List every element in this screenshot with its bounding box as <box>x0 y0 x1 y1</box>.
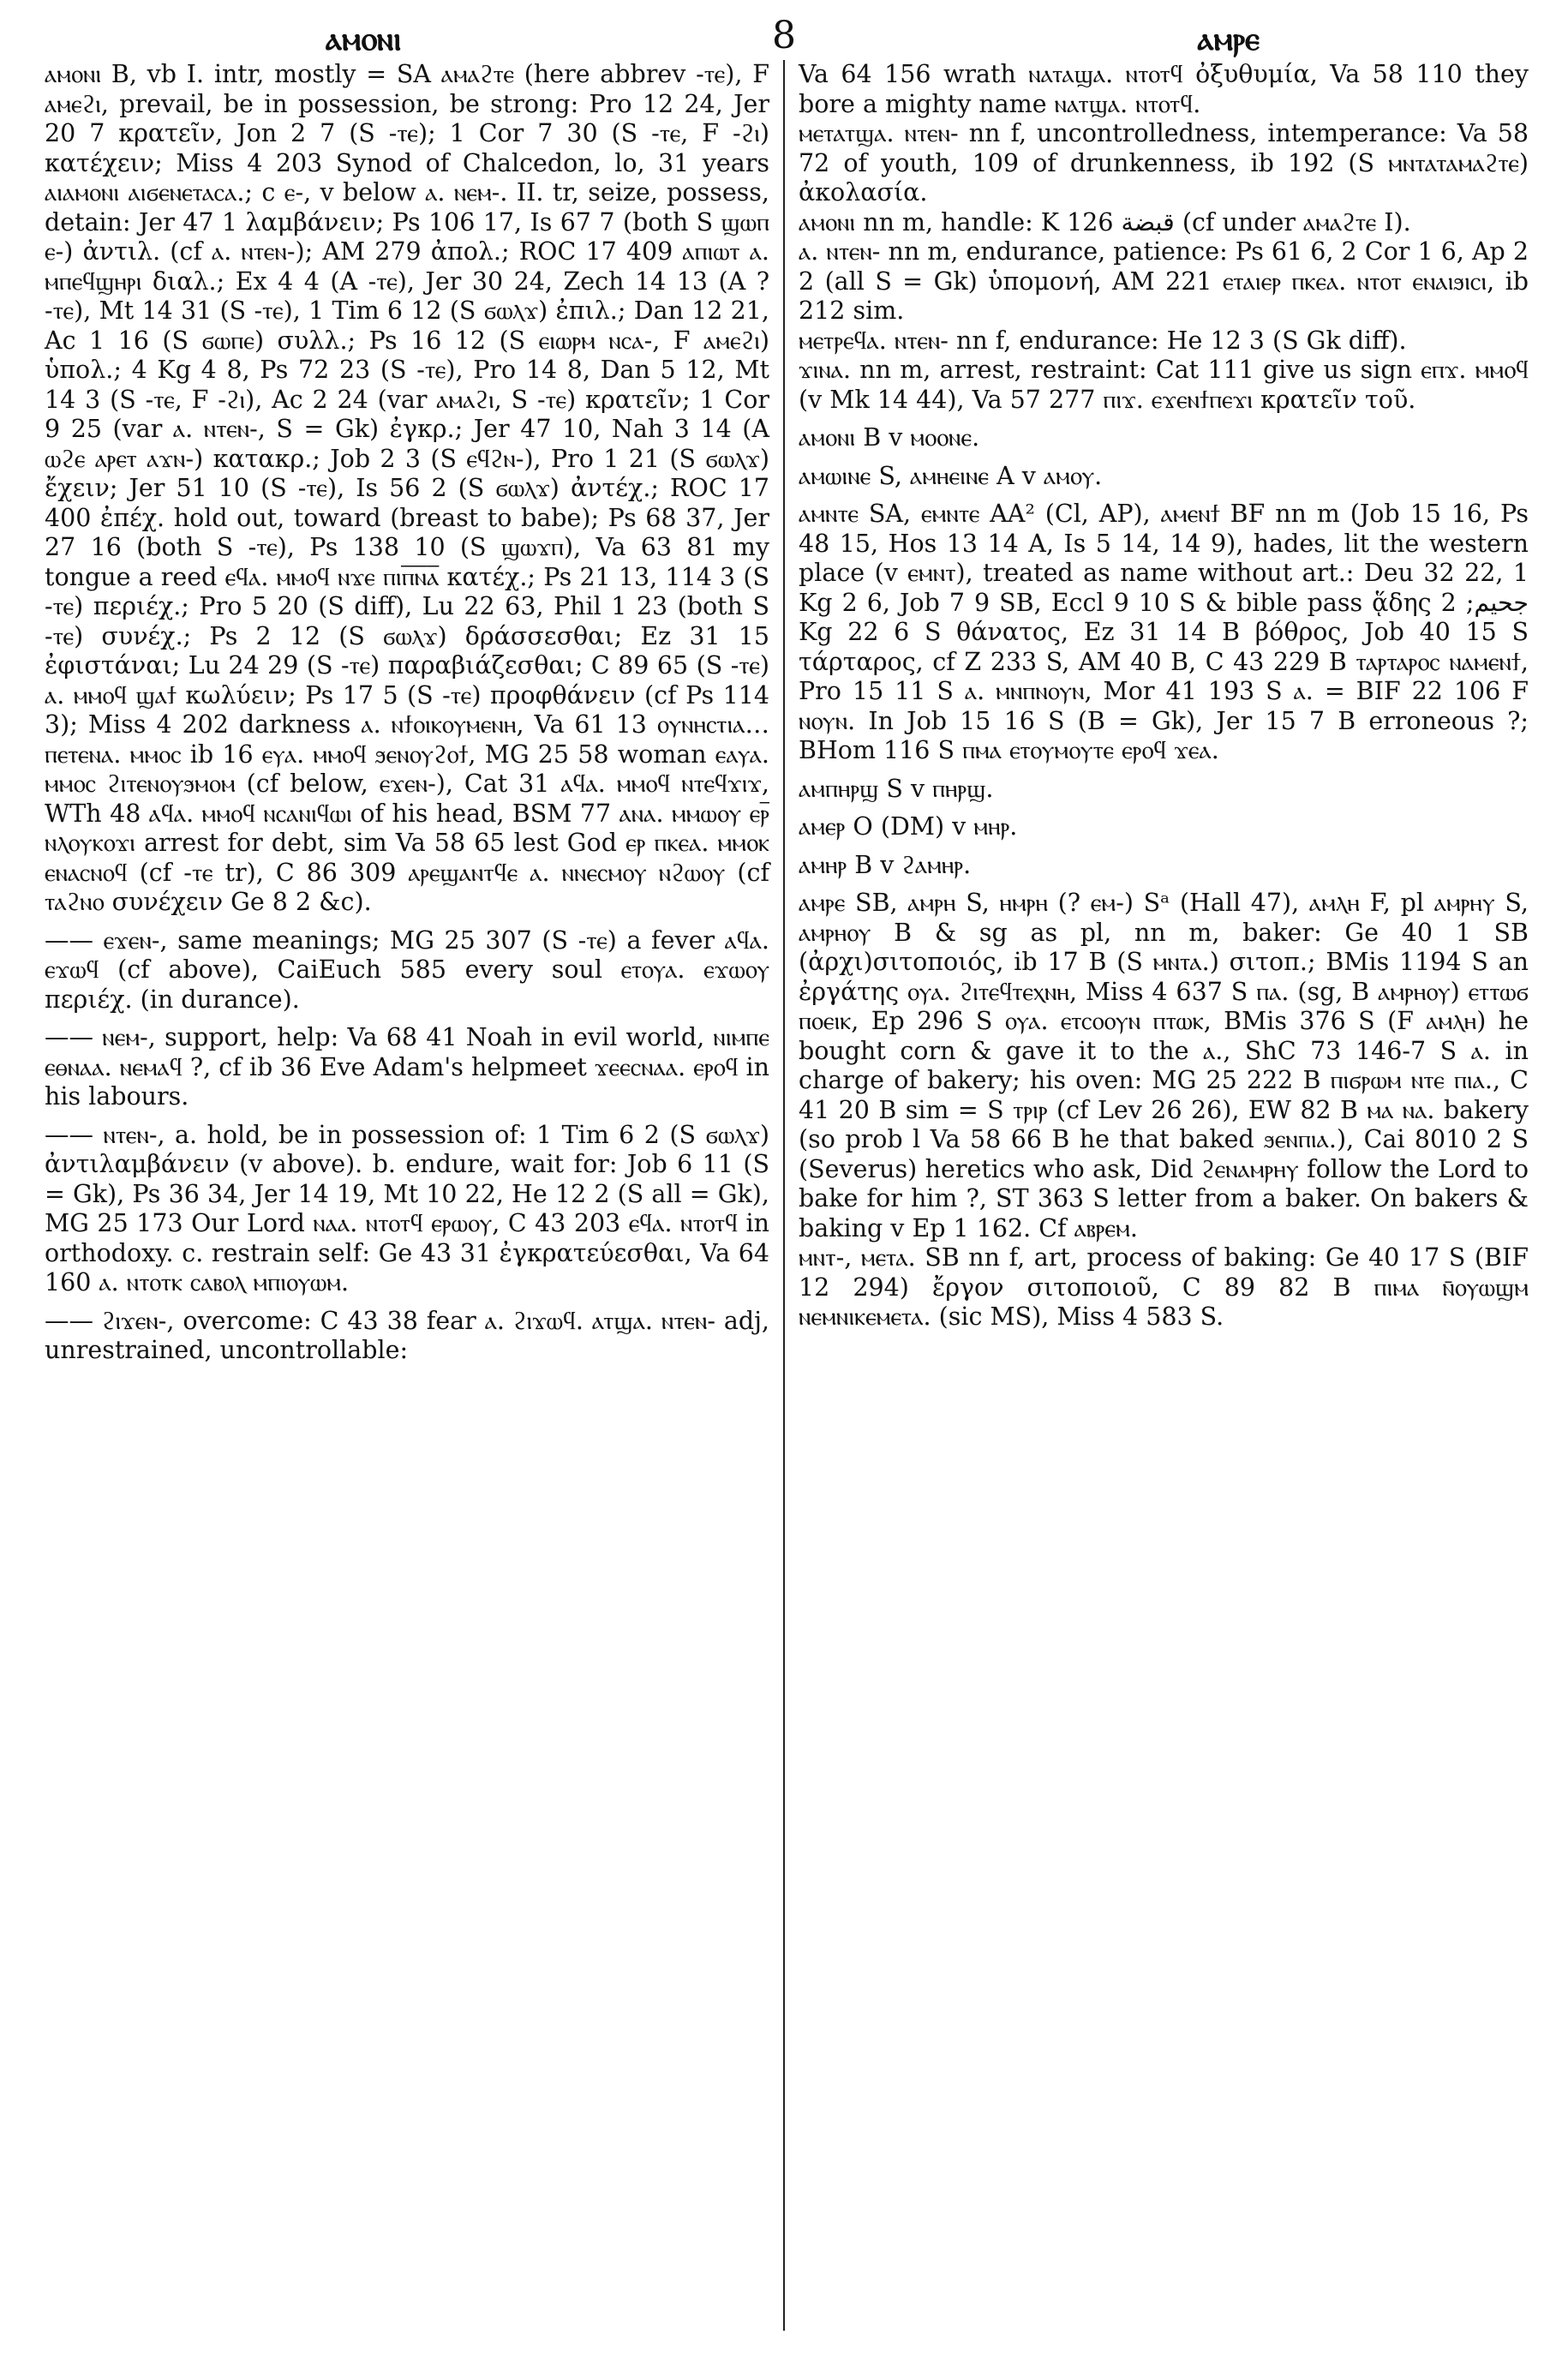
entry-metatsha: ⲙⲉⲧⲁⲧϣⲁ. ⲛⲧⲉⲛ- nn f, uncontrolledness, intemperance: Va 58 72 of youth, 109 of drunkenness, ib 192 (S ⲙⲛⲧⲁⲧⲁⲙⲁϩⲧⲉ) ἀκολασία. <box>799 119 1529 207</box>
entry-amer-b: ⲁⲙⲏⲣ B v ϩⲁⲙⲏⲣ. <box>799 850 972 879</box>
entry-atsha-cont: Va 64 156 wrath ⲛⲁⲧⲁϣⲁ. ⲛⲧⲟⲧϥ ὀξυθυμία, Va 58 110 they bore a mighty name ⲛⲁⲧϣⲁ. ⲛⲧⲟⲧϥ. <box>799 60 1529 118</box>
entry-mnt-meta: ⲙⲛⲧ-, ⲙⲉⲧⲁ. SB nn f, art, process of baking: Ge 40 17 S (BIF 12 294) ἔργον σιτοποιοῦ, C 89 82 B ⲡⲓⲙⲁ ⲛ̄ⲟⲩⲱϣⲙ ⲛⲉⲙⲛⲓⲕⲉⲙⲉⲧⲁ. (sic MS), Miss 4 583 S. <box>799 1243 1529 1331</box>
subentry-amoni-hijen: —— ϩⲓϫⲉⲛ-, overcome: C 43 38 fear ⲁ. ϩⲓϫⲱϥ. ⲁⲧϣⲁ. ⲛⲧⲉⲛ- adj, unrestrained, uncontrollable: <box>45 1306 769 1364</box>
subentry-amoni-ejen: —— ⲉϫⲉⲛ-, same meanings; MG 25 307 (S -ⲧⲉ) a fever ⲁϥⲁ. ⲉϫⲱϥ (cf above), CaiEuch 585 every soul ⲉⲧⲟⲩⲁ. ⲉϫⲱⲟⲩ περιέχ. (in durance). <box>45 925 769 1014</box>
running-head-right: ⲁⲙⲣⲉ <box>1197 19 1260 57</box>
left-column <box>45 60 769 1366</box>
entry-amoni-nn: ⲁⲙⲟⲛⲓ nn m, handle: K 126 قبضة (cf under ⲁⲙⲁϩⲧⲉ I). <box>799 207 1411 236</box>
entry-jina: ϫⲓⲛⲁ. nn m, arrest, restraint: Cat 111 give us sign ⲉⲡϫ. ⲙⲙⲟϥ (v Mk 14 44), Va 57 277 ⲡⲓϫ. ⲉϫⲉⲛϯⲡⲉϫⲓ κρατεῖν τοῦ. <box>799 356 1529 414</box>
entry-amoine: ⲁⲙⲱⲓⲛⲉ S, ⲁⲙⲏⲉⲓⲛⲉ A v ⲁⲙⲟⲩ. <box>799 461 1103 490</box>
entry-amperesh: ⲁⲙⲡⲏⲣϣ S v ⲡⲏⲣϣ. <box>799 774 994 803</box>
subentry-amoni-nem: —— ⲛⲉⲙ-, support, help: Va 68 41 Noah in evil world, ⲛⲓⲙⲡⲉ ⲉⲑⲛⲁⲁ. ⲛⲉⲙⲁϥ ?, cf ib 36 Eve Adam's helpmeet ϫⲉⲉⲥⲛⲁⲁ. ⲉⲣⲟϥ in his labours. <box>45 1023 769 1111</box>
page-number: 8 <box>772 14 796 57</box>
entry-amre: ⲁⲙⲣⲉ SB, ⲁⲙⲣⲏ S, ⲏⲙⲣⲏ (? ⲉⲙ-) Sᵃ (Hall 47), ⲁⲙⲗⲏ F, pl ⲁⲙⲣⲏⲩ S, ⲁⲙⲣⲏⲟⲩ B & sg as pl, nn m, baker: Ge 40 1 SB (ἀρχι)σιτοποιός, ib 17 B (S ⲙⲛⲧⲁ.) σιτοπ.; BMis 1194 S an ἐργάτης ⲟⲩⲁ. ϩⲓⲧⲉϥⲧⲉⲭⲛⲏ, Miss 4 637 S ⲡⲁ. (sg, B ⲁⲙⲣⲏⲟⲩ) ⲉⲧⲧⲱϭ ⲡⲟⲉⲓⲕ, Ep 296 S ⲟⲩⲁ. ⲉⲧⲥⲟⲟⲩⲛ ⲡⲧⲱⲕ, BMis 376 S (F ⲁⲙⲗⲏ) he bought corn & gave it to the ⲁ., ShC 73 146-7 S ⲁ. in charge of bakery; his oven: MG 25 222 B ⲡⲓϭⲣⲱⲙ ⲛⲧⲉ ⲡⲓⲁ., C 41 20 B sim = S ⲧⲣⲓⲣ (cf Lev 26 26), EW 82 B ⲙⲁ ⲛⲁ. bakery (so prob l Va 58 66 B he that baked ϧⲉⲛⲡⲓⲁ.), Cai 8010 2 S (Severus) heretics who ask, Did ϩⲉⲛⲁⲙⲣⲏⲩ follow the Lord to bake for him ?, ST 363 S letter from a baker. On bakers & baking v Ep 1 162. Cf ⲁⲃⲣⲉⲙ. <box>799 889 1529 1242</box>
entry-metrefa: ⲙⲉⲧⲣⲉϥⲁ. ⲛⲧⲉⲛ- nn f, endurance: He 12 3 (S Gk diff). <box>799 326 1407 355</box>
subentry-amoni-nten: —— ⲛⲧⲉⲛ-, a. hold, be in possession of: 1 Tim 6 2 (S ϭⲱⲗϫ) ἀντιλαμβάνειν (v above). b. endure, wait for: Job 6 11 (S = Gk), Ps 36 34, Jer 14 19, Mt 10 22, He 12 2 (S all = Gk), MG 25 173 Our Lord ⲛⲁⲁ. ⲛⲧⲟⲧϥ ⲉⲣⲱⲟⲩ, C 43 203 ⲉϥⲁ. ⲛⲧⲟⲧϥ in orthodoxy. c. restrain self: Ge 43 31 ἐγκρατεύεσθαι, Va 64 160 ⲁ. ⲛⲧⲟⲧⲕ ⲥⲁⲃⲟⲗ ⲙⲡⲓⲟⲩⲱⲙ. <box>45 1120 769 1296</box>
entry-amnte: ⲁⲙⲛⲧⲉ SA, ⲉⲙⲛⲧⲉ AA² (Cl, AP), ⲁⲙⲉⲛϯ BF nn m (Job 15 16, Ps 48 15, Hos 13 14 A, Is 5 14, 14 9), hades, lit the western place (v ⲉⲙⲛⲧ), treated as name without art.: Deu 32 22, 1 Kg 2 6, Job 7 9 SB, Eccl 9 10 S & bible pass ᾅδης ﺟﺤﻴﻢ; 2 Kg 22 6 S θάνατος, Ez 31 14 B βόθρος, Job 40 15 S τάρταρος, cf Z 233 S, AM 40 B, C 43 229 B ⲧⲁⲣⲧⲁⲣⲟⲥ ⲛⲁⲙⲉⲛϯ, Pro 15 11 S ⲁ. ⲙⲛⲡⲛⲟⲩⲛ, Mor 41 193 S ⲁ. = BIF 22 106 F ⲛⲟⲩⲛ. In Job 15 16 S (B = Gk), Jer 15 7 B erroneous ?; BHom 116 S ⲡⲙⲁ ⲉⲧⲟⲩⲙⲟⲩⲧⲉ ⲉⲣⲟϥ ϫⲉⲁ. <box>799 500 1529 764</box>
right-column <box>799 60 1529 1332</box>
entry-amer: ⲁⲙⲉⲣ O (DM) v ⲙⲏⲣ. <box>799 812 1018 841</box>
running-head-left: ⲁⲙⲟⲛⲓ <box>326 19 402 57</box>
entry-a-nten-nn: ⲁ. ⲛⲧⲉⲛ- nn m, endurance, patience: Ps 61 6, 2 Cor 1 6, Ap 2 2 (all S = Gk) ὑπομονή, AM 221 ⲉⲧⲁⲓⲉⲣ ⲡⲕⲉⲁ. ⲛⲧⲟⲧ ⲉⲛⲁⲓϧⲓⲥⲓ, ib 212 sim. <box>799 237 1529 325</box>
column-divider <box>783 60 785 2331</box>
entry-amoni-main: ⲁⲙⲟⲛⲓ B, vb I. intr, mostly = SA ⲁⲙⲁϩⲧⲉ (here abbrev -ⲧⲉ), F ⲁⲙⲉϩⲓ, prevail, be in possession, be strong: Pro 12 24, Jer 20 7 κρατεῖν, Jon 2 7 (S -ⲧⲉ); 1 Cor 7 30 (S -ⲧⲉ, F -ϩⲓ) κατέχειν; Miss 4 203 Synod of Chalcedon, lo, 31 years ⲁⲓⲁⲙⲟⲛⲓ ⲁⲓϭⲉⲛⲉⲧⲁⲥⲁ.; c ⲉ-, v below ⲁ. ⲛⲉⲙ-. II. tr, seize, possess, detain: Jer 47 1 λαμβάνειν; Ps 106 17, Is 67 7 (both S ϣⲱⲡ ⲉ-) ἀντιλ. (cf ⲁ. ⲛⲧⲉⲛ-); AM 279 ἀπολ.; ROC 17 409 ⲁⲡⲓⲱⲧ ⲁ. ⲙⲡⲉϥϣⲏⲣⲓ διαλ.; Ex 4 4 (A -ⲧⲉ), Jer 30 24, Zech 14 13 (A ? -ⲧⲉ), Mt 14 31 (S -ⲧⲉ), 1 Tim 6 12 (S ϭⲱⲗϫ) ἐπιλ.; Dan 12 21, Ac 1 16 (S ϭⲱⲡⲉ) συλλ.; Ps 16 12 (S ⲉⲓⲱⲣⲙ ⲛⲥⲁ-, F ⲁⲙⲉϩⲓ) ὑπολ.; 4 Kg 4 8, Ps 72 23 (S -ⲧⲉ), Pro 14 8, Dan 5 12, Mt 14 3 (S -ⲧⲉ, F -ϩⲓ), Ac 2 24 (var ⲁⲙⲁϩⲓ, S -ⲧⲉ) κρατεῖν; 1 Cor 9 25 (var ⲁ. ⲛⲧⲉⲛ-, S = Gk) ἐγκρ.; Jer 47 10, Nah 3 14 (A ⲱϩⲉ ⲁⲣⲉⲧ ⲁϫⲛ-) κατακρ.; Job 2 3 (S ⲉϥϩⲛ-), Pro 1 21 (S ϭⲱⲗϫ) ἔχειν; Jer 51 10 (S -ⲧⲉ), Is 56 2 (S ϭⲱⲗϫ) ἀντέχ.; ROC 17 400 ἐπέχ. hold out, toward (breast to babe); Ps 68 37, Jer 27 16 (both S -ⲧⲉ), Ps 138 10 (S ϣⲱϫⲡ), Va 63 81 my tongue a reed ⲉϥⲁ. ⲙⲙⲟϥ ⲛϫⲉ ⲡⲓⲡ̅ⲛ̅ⲁ̅ κατέχ.; Ps 21 13, 114 3 (S -ⲧⲉ) περιέχ.; Pro 5 20 (S diff), Lu 22 63, Phil 1 23 (both S -ⲧⲉ) συνέχ.; Ps 2 12 (S ϭⲱⲗϫ) δράσσεσθαι; Ez 31 15 ἐφιστάναι; Lu 24 29 (S -ⲧⲉ) παραβιάζεσθαι; C 89 65 (S -ⲧⲉ) ⲁ. ⲙⲙⲟϥ ϣⲁϯ κωλύειν; Ps 17 5 (S -ⲧⲉ) προφθάνειν (cf Ps 114 3); Miss 4 202 darkness ⲁ. ⲛϯⲟⲓⲕⲟⲩⲙⲉⲛⲏ, Va 61 13 ⲟⲩⲛⲏⲥⲧⲓⲁ…ⲡⲉⲧⲉⲛⲁ. ⲙⲙⲟⲥ ib 16 ⲉⲩⲁ. ⲙⲙⲟϥ ϧⲉⲛⲟⲩϩⲟϯ, MG 25 58 woman ⲉⲁⲩⲁ. ⲙⲙⲟⲥ ϩⲓⲧⲉⲛⲟⲩϧⲙⲟⲙ (cf below, ⲉϫⲉⲛ-), Cat 31 ⲁϥⲁ. ⲙⲙⲟϥ ⲛⲧⲉϥϫⲓϫ, WTh 48 ⲁϥⲁ. ⲙⲙⲟϥ ⲛⲥⲁⲛⲓϥⲱⲓ of his head, BSM 77 ⲁⲛⲁ. ⲙⲙⲱⲟⲩ ⲉⲣ̅ ⲛⲗⲟⲩⲕⲟϫⲓ arrest for debt, sim Va 58 65 lest God ⲉⲣ ⲡⲕⲉⲁ. ⲙⲙⲟⲕ ⲉⲛⲁⲥⲛⲟϥ (cf -ⲧⲉ tr), C 86 309 ⲁⲣⲉϣⲁⲛⲧϥⲉ ⲁ. ⲛⲛⲉⲥⲙⲟⲩ ⲛϩⲱⲟⲩ (cf ⲧⲁϩⲛⲟ συνέχειν Ge 8 2 &c). <box>45 60 769 916</box>
entry-amoni-moone: ⲁⲙⲟⲛⲓ B v ⲙⲟⲟⲛⲉ. <box>799 423 980 452</box>
